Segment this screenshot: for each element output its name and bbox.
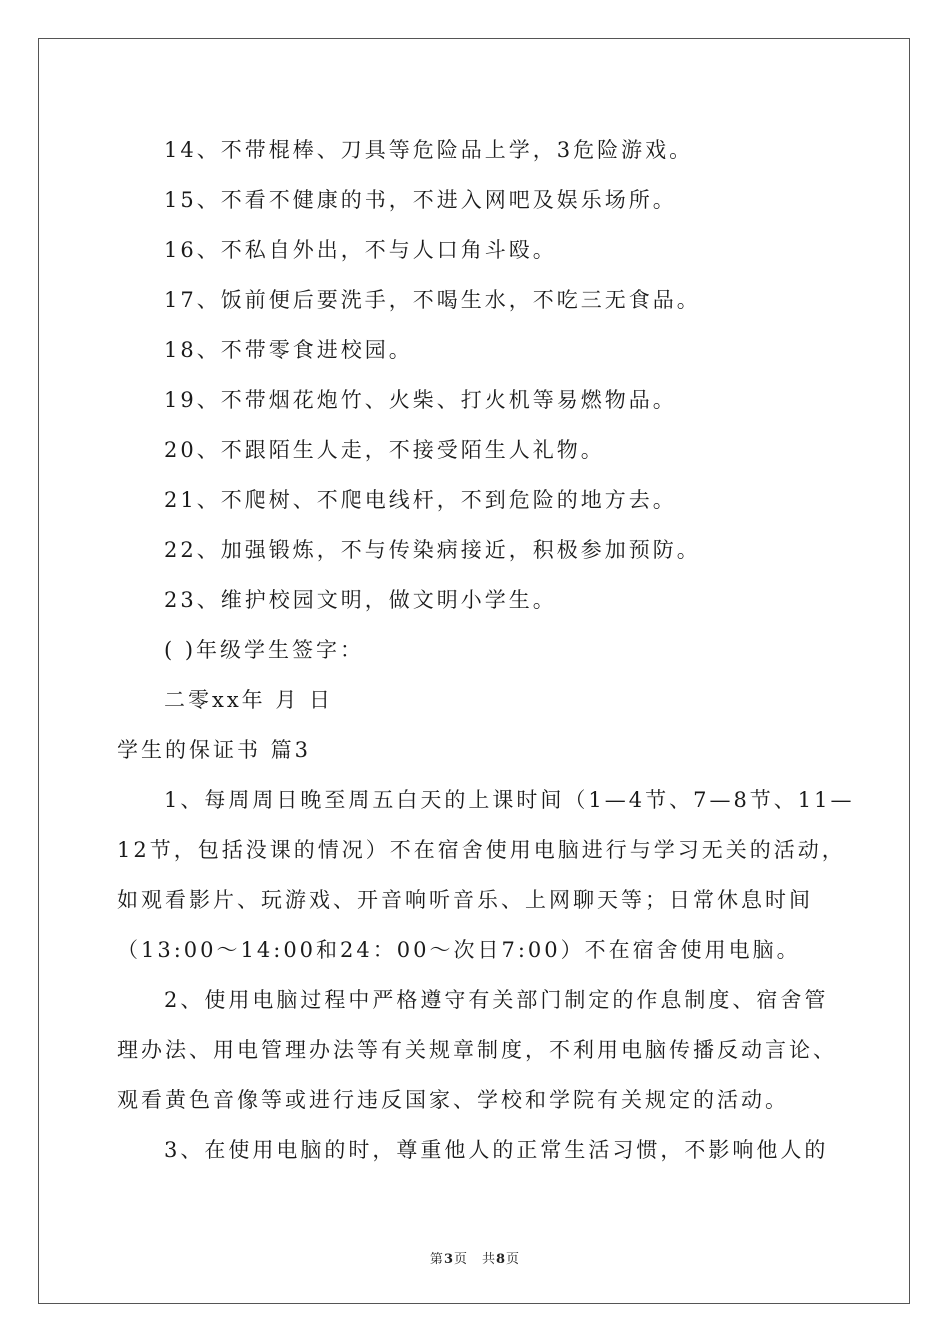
date-line: 二零xx年 月 日 bbox=[164, 688, 334, 712]
paragraph-2-line-3: 观看黄色音像等或进行违反国家、学校和学院有关规定的活动。 bbox=[117, 1088, 789, 1112]
rule-item-15: 15、不看不健康的书，不进入网吧及娱乐场所。 bbox=[164, 188, 677, 212]
footer-suffix: 页 bbox=[506, 1252, 521, 1267]
footer-mid: 页 共 bbox=[453, 1252, 496, 1267]
paragraph-1-line-4: （13:00～14:00和24：00～次日7:00）不在宿舍使用电脑。 bbox=[117, 938, 801, 962]
rule-item-17: 17、饭前便后要洗手，不喝生水，不吃三无食品。 bbox=[164, 288, 701, 312]
rule-item-22: 22、加强锻炼，不与传染病接近，积极参加预防。 bbox=[164, 538, 701, 562]
rule-item-16: 16、不私自外出，不与人口角斗殴。 bbox=[164, 238, 557, 262]
page-footer bbox=[0, 1248, 950, 1267]
paragraph-1-line-1: 1、每周周日晚至周五白天的上课时间（1—4节、7—8节、11— bbox=[164, 788, 855, 812]
footer-page-number: 3 bbox=[443, 1252, 454, 1267]
rule-item-14: 14、不带棍棒、刀具等危险品上学，3危险游戏。 bbox=[164, 138, 694, 162]
rule-item-18: 18、不带零食进校园。 bbox=[164, 338, 413, 362]
paragraph-2-line-1: 2、使用电脑过程中严格遵守有关部门制定的作息制度、宿舍管 bbox=[164, 988, 829, 1012]
paragraph-1-line-3: 如观看影片、玩游戏、开音响听音乐、上网聊天等；日常休息时间 bbox=[117, 888, 813, 912]
signature-line: ( )年级学生签字： bbox=[164, 638, 365, 662]
footer-prefix: 第 bbox=[429, 1252, 444, 1267]
rule-item-20: 20、不跟陌生人走，不接受陌生人礼物。 bbox=[164, 438, 605, 462]
paragraph-1-line-2: 12节，包括没课的情况）不在宿舍使用电脑进行与学习无关的活动， bbox=[117, 838, 846, 862]
section-title: 学生的保证书 篇3 bbox=[117, 738, 312, 762]
paragraph-3-line-1: 3、在使用电脑的时，尊重他人的正常生活习惯，不影响他人的 bbox=[164, 1138, 829, 1162]
rule-item-23: 23、维护校园文明，做文明小学生。 bbox=[164, 588, 557, 612]
page-border bbox=[38, 38, 910, 1304]
paragraph-2-line-2: 理办法、用电管理办法等有关规章制度，不利用电脑传播反动言论、 bbox=[117, 1038, 837, 1062]
footer-total-pages: 8 bbox=[496, 1252, 507, 1267]
rule-item-19: 19、不带烟花炮竹、火柴、打火机等易燃物品。 bbox=[164, 388, 677, 412]
rule-item-21: 21、不爬树、不爬电线杆，不到危险的地方去。 bbox=[164, 488, 677, 512]
